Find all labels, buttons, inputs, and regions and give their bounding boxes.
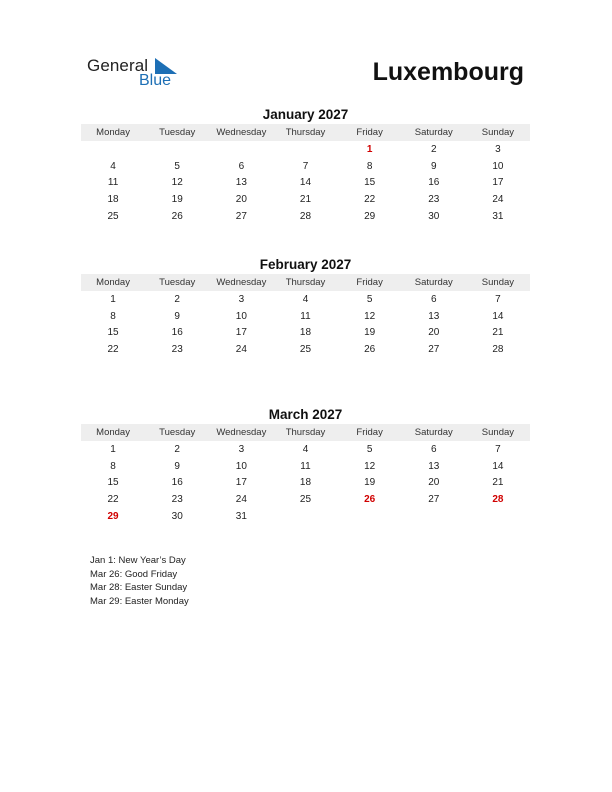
day-cell: 30: [428, 210, 440, 222]
day-cell: 9: [174, 460, 180, 472]
weekday-label: Friday: [356, 277, 383, 288]
day-cell: 20: [235, 193, 247, 205]
day-cell: 7: [495, 293, 501, 305]
day-cell: 4: [302, 443, 309, 455]
day-cell: 23: [428, 193, 440, 205]
day-cell: 19: [364, 477, 376, 489]
week-row: [81, 458, 530, 475]
day-cell: 15: [107, 327, 119, 339]
weekday-label: Wednesday: [216, 127, 267, 138]
weekday-header: [81, 424, 530, 441]
day-cell: 12: [171, 177, 183, 189]
holiday-note: Mar 26: Good Friday: [90, 568, 178, 580]
month-title: March 2027: [268, 407, 343, 422]
week-row: [81, 191, 530, 208]
day-cell: 26: [364, 493, 376, 505]
day-cell: 10: [492, 160, 504, 172]
day-cell: 24: [235, 343, 247, 355]
weekday-label: Saturday: [414, 427, 453, 438]
day-cell: 16: [171, 477, 183, 489]
logo-word-general: General: [87, 56, 149, 75]
day-cell: 6: [430, 443, 437, 455]
day-cell: 26: [171, 210, 183, 222]
holiday-note: Jan 1: New Year’s Day: [90, 555, 186, 566]
day-cell: 5: [366, 443, 373, 455]
weekday-label: Friday: [356, 427, 383, 438]
day-cell: 14: [492, 460, 504, 472]
day-cell: 18: [107, 193, 119, 205]
day-cell: 15: [364, 177, 376, 189]
day-cell: 28: [299, 210, 312, 222]
day-cell: 26: [364, 343, 376, 355]
weekday-label: Tuesday: [159, 277, 196, 288]
weekday-label: Saturday: [414, 127, 453, 138]
day-cell: 8: [110, 310, 116, 322]
day-cell: 19: [364, 327, 376, 339]
month-grid: [81, 141, 530, 224]
day-cell: 2: [174, 293, 180, 305]
week-row: [81, 174, 530, 191]
day-cell: 16: [171, 327, 183, 339]
week-row: [81, 474, 530, 491]
day-cell: 27: [235, 210, 247, 222]
week-row: [81, 208, 530, 225]
day-cell: 23: [171, 493, 183, 505]
day-cell: 20: [428, 477, 440, 489]
week-row: [81, 158, 530, 175]
holiday-note: Mar 28: Easter Sunday: [90, 582, 188, 594]
day-cell: 31: [492, 210, 504, 222]
day-cell: 17: [235, 327, 247, 339]
day-cell: 17: [235, 477, 247, 489]
week-row: [81, 308, 530, 325]
day-cell: 4: [302, 293, 309, 305]
day-cell: 12: [364, 310, 376, 322]
day-cell: 3: [238, 293, 245, 305]
day-cell: 18: [299, 477, 312, 489]
day-cell: 22: [107, 343, 119, 355]
holiday-note: Mar 29: Easter Monday: [90, 596, 189, 608]
day-cell: 21: [492, 327, 504, 339]
month-march: [81, 406, 530, 524]
day-cell: 9: [430, 160, 437, 172]
day-cell: 2: [174, 443, 180, 455]
day-cell: 9: [174, 310, 180, 322]
day-cell: 21: [299, 193, 312, 205]
week-row: [81, 324, 530, 341]
weekday-label: Monday: [96, 277, 130, 288]
day-cell: 2: [430, 143, 437, 155]
day-cell: 5: [174, 160, 180, 172]
day-cell: 5: [366, 293, 373, 305]
day-cell: 6: [238, 160, 245, 172]
weekday-header: [81, 274, 530, 291]
day-cell: 22: [107, 493, 119, 505]
month-grid: [81, 441, 530, 524]
weekday-label: Thursday: [285, 277, 326, 288]
day-cell: 11: [300, 310, 311, 322]
day-cell: 28: [492, 493, 504, 505]
week-row: [81, 491, 530, 508]
week-row: [81, 441, 530, 458]
country-title: Luxembourg: [372, 58, 524, 86]
weekday-label: Friday: [356, 127, 383, 138]
day-cell: 3: [238, 443, 245, 455]
day-cell: 22: [364, 193, 376, 205]
day-cell: 13: [428, 460, 440, 472]
weekday-label: Wednesday: [216, 427, 267, 438]
week-row: [81, 508, 530, 525]
month-title: January 2027: [262, 107, 349, 122]
day-cell: 13: [428, 310, 440, 322]
week-row: [81, 141, 530, 158]
day-cell: 20: [428, 327, 440, 339]
day-cell: 23: [171, 343, 183, 355]
weekday-label: Tuesday: [159, 427, 196, 438]
day-cell: 24: [235, 493, 247, 505]
weekday-label: Monday: [96, 427, 130, 438]
day-cell: 25: [299, 343, 312, 355]
day-cell: 10: [235, 460, 247, 472]
weekday-label: Monday: [96, 127, 130, 138]
day-cell: 27: [428, 493, 440, 505]
general-blue-logo: [87, 56, 187, 92]
day-cell: 7: [302, 160, 309, 172]
day-cell: 11: [107, 177, 119, 189]
weekday-header: [81, 124, 530, 141]
day-cell: 14: [299, 177, 312, 189]
weekday-label: Sunday: [481, 277, 515, 288]
day-cell: 11: [300, 460, 311, 472]
day-cell: 19: [171, 193, 183, 205]
day-cell: 21: [492, 477, 504, 489]
day-cell: 16: [428, 177, 440, 189]
day-cell: 30: [171, 510, 183, 522]
weekday-label: Tuesday: [159, 127, 196, 138]
week-row: [81, 291, 530, 308]
weekday-label: Thursday: [285, 127, 326, 138]
day-cell: 8: [366, 160, 373, 172]
month-title: February 2027: [259, 257, 352, 272]
day-cell: 8: [110, 460, 116, 472]
day-cell: 25: [299, 493, 312, 505]
weekday-label: Wednesday: [216, 277, 267, 288]
day-cell: 4: [110, 160, 116, 172]
day-cell: 14: [492, 310, 504, 322]
day-cell: 7: [495, 443, 501, 455]
day-cell: 29: [107, 510, 119, 522]
logo-word-blue: Blue: [139, 72, 172, 89]
day-cell: 1: [366, 143, 373, 155]
day-cell: 3: [495, 143, 501, 155]
day-cell: 6: [430, 293, 437, 305]
weekday-label: Saturday: [414, 277, 453, 288]
day-cell: 12: [364, 460, 376, 472]
day-cell: 17: [492, 177, 504, 189]
day-cell: 31: [235, 510, 247, 522]
day-cell: 13: [235, 177, 247, 189]
day-cell: 10: [235, 310, 247, 322]
day-cell: 28: [492, 343, 504, 355]
holiday-notes: [90, 554, 189, 609]
month-february: [81, 256, 530, 358]
weekday-label: Sunday: [481, 427, 515, 438]
week-row: [81, 341, 530, 358]
day-cell: 18: [299, 327, 312, 339]
day-cell: 1: [110, 443, 116, 455]
day-cell: 25: [107, 210, 119, 222]
day-cell: 24: [492, 193, 504, 205]
day-cell: 27: [428, 343, 440, 355]
weekday-label: Thursday: [285, 427, 326, 438]
day-cell: 1: [110, 293, 116, 305]
month-grid: [81, 291, 530, 358]
day-cell: 29: [364, 210, 376, 222]
month-january: [81, 106, 530, 224]
weekday-label: Sunday: [481, 127, 515, 138]
day-cell: 15: [107, 477, 119, 489]
